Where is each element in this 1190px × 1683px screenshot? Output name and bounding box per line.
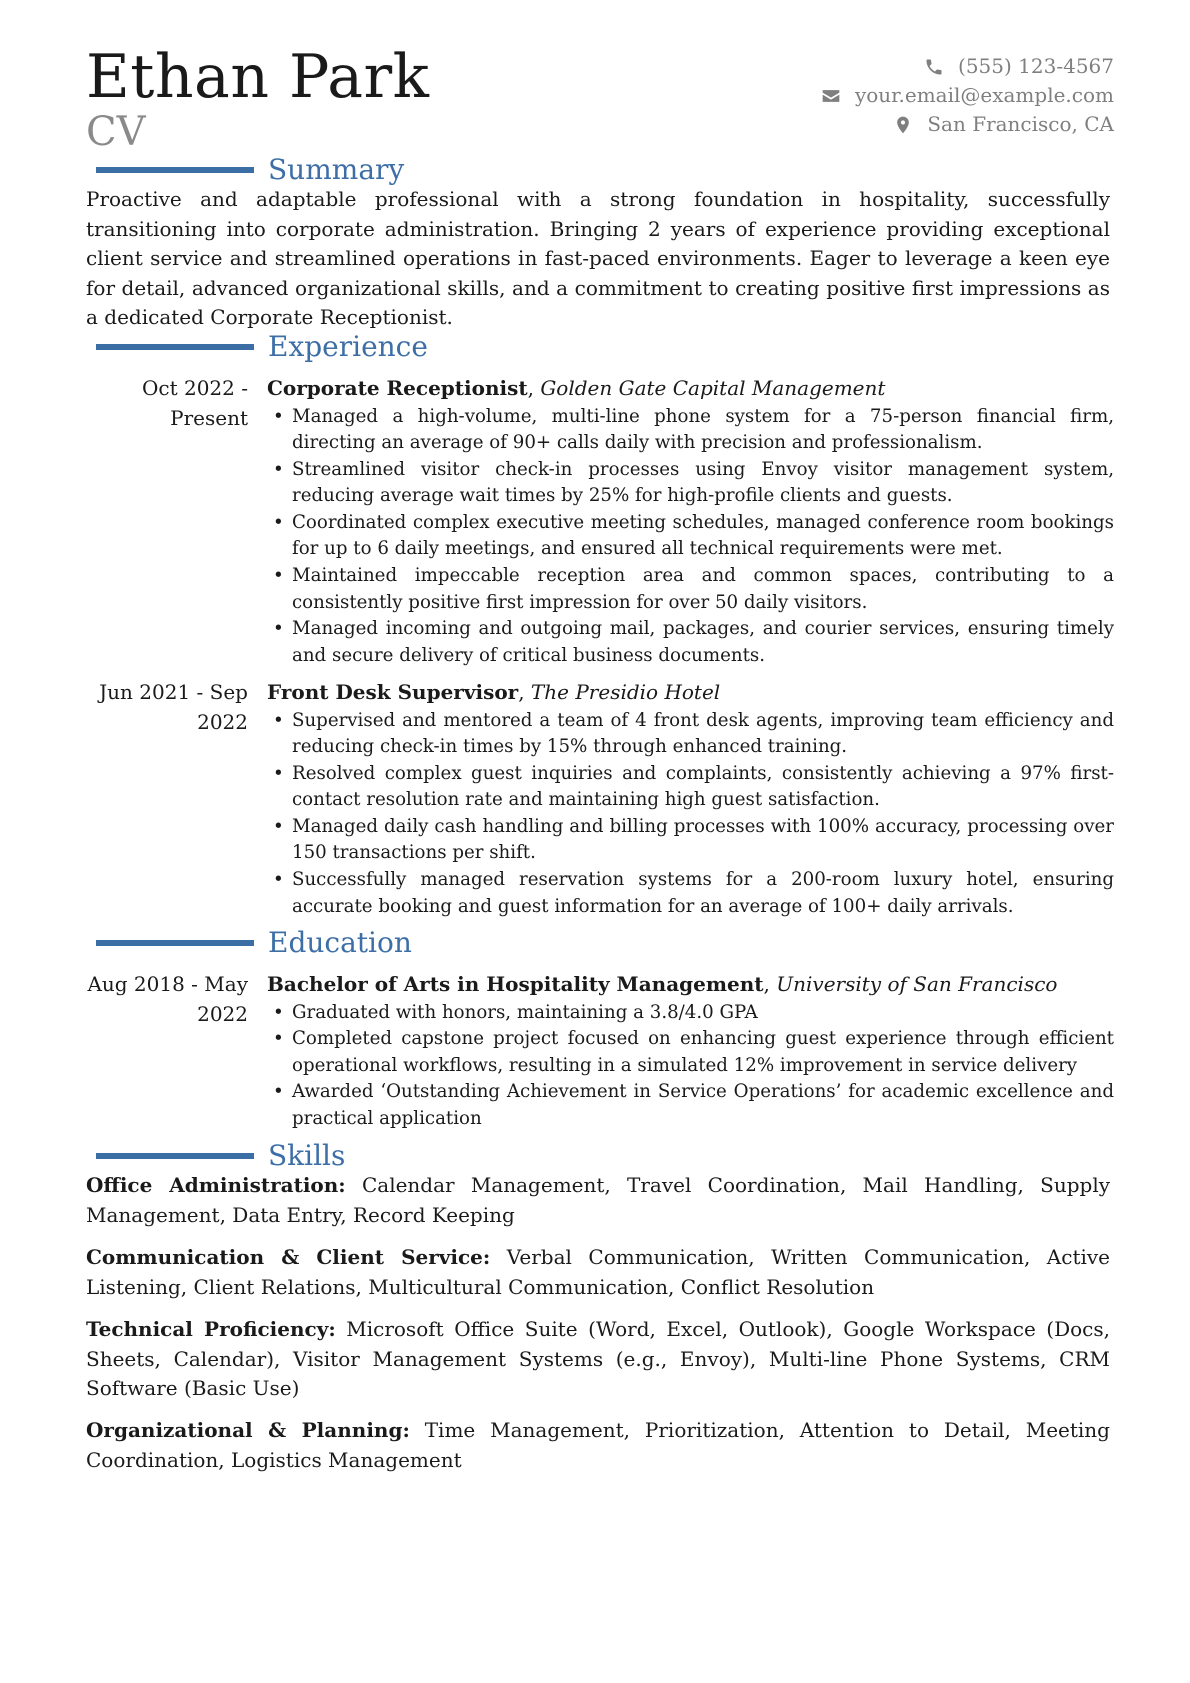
skill-label: Communication & Client Service:: [86, 1245, 491, 1269]
bullet-item: • Managed daily cash handling and billing processes with 100% accuracy, processing over 150 transactions per shift.: [267, 814, 1114, 867]
email-address[interactable]: your.email@example.com: [854, 83, 1114, 107]
entry-organization: Golden Gate Capital Management: [540, 376, 886, 400]
bullet-item: • Awarded ‘Outstanding Achievement in Service Operations’ for academic excellence and practical application: [267, 1079, 1114, 1132]
summary-text: Proactive and adaptable professional with a strong foundation in hospitality, successfully transitioning into corporate administration. Bringing 2 years of experience providing exceptional client service and streamlined operations in fast-paced environments. Eager to leverage a keen eye for detail, advanced organizational skills, and a commitment to creating positive first impressions as a dedicated Corporate Receptionist.: [86, 187, 1110, 329]
document-subtitle: CV: [86, 109, 146, 155]
skills-title: Skills: [268, 1139, 346, 1172]
bullet-item: • Resolved complex guest inquiries and complaints, consistently achieving a 97% first-contact resolution rate and maintaining high guest satisfaction.: [267, 761, 1114, 814]
skill-text: Calendar Management, Travel Coordination, Mail Handling, Supply Management, Data Entry, Record Keeping: [86, 1173, 1111, 1227]
experience-title: Experience: [268, 330, 428, 363]
skill-label: Office Administration:: [86, 1173, 346, 1197]
skill-row: [86, 1416, 1110, 1475]
header-name-block: [86, 42, 430, 154]
skill-text: Verbal Communication, Written Communication, Active Listening, Client Relations, Multicultural Communication, Conflict Resolution: [86, 1245, 1111, 1299]
skill-row: [86, 1243, 1110, 1302]
bullet-item: • Completed capstone project focused on enhancing guest experience through efficient operational workflows, resulting in a simulated 12% improvement in service delivery: [267, 1026, 1114, 1079]
entry-title: Front Desk Supervisor, The Presidio Hotel: [267, 680, 721, 704]
skill-label: Technical Proficiency:: [86, 1317, 336, 1341]
entry-organization: The Presidio Hotel: [530, 680, 721, 704]
bullet-item: • Maintained impeccable reception area and common spaces, contributing to a consistently positive first impression for over 50 daily visitors.: [267, 563, 1114, 616]
bullet-item: • Successfully managed reservation systems for a 200-room luxury hotel, ensuring accurate booking and guest information for an average of 100+ daily arrivals.: [267, 867, 1114, 920]
contact-block: [821, 52, 1114, 139]
person-name: Ethan Park: [86, 42, 430, 112]
entry-role: Corporate Receptionist: [267, 376, 528, 400]
education-heading: [96, 927, 412, 959]
skill-text: Microsoft Office Suite (Word, Excel, Outlook), Google Workspace (Docs, Sheets, Calendar), Visitor Management Systems (e.g., Envoy), Multi-line Phone Systems, CRM Software (Basic Use): [86, 1317, 1111, 1400]
bullet-item: • Coordinated complex executive meeting schedules, managed conference room bookings for up to 6 daily meetings, and ensured all technical requirements were met.: [267, 510, 1114, 563]
bullet-item: • Managed incoming and outgoing mail, packages, and courier services, ensuring timely and secure delivery of critical business documents.: [267, 616, 1114, 669]
entry-bullets: [267, 708, 1114, 921]
entry-degree: Bachelor of Arts in Hospitality Management: [267, 972, 764, 996]
section-rule: [96, 1153, 254, 1159]
skill-row: [86, 1315, 1110, 1404]
section-rule: [96, 167, 254, 173]
entry-bullets: [267, 404, 1114, 670]
skills-heading: [96, 1140, 345, 1172]
entry-body: [267, 374, 1114, 669]
section-rule: [96, 940, 254, 946]
skill-label: Organizational & Planning:: [86, 1418, 410, 1442]
contact-location: [821, 110, 1114, 139]
bullet-item: • Streamlined visitor check-in processes using Envoy visitor management system, reducing average wait times by 25% for high-profile clients and guests.: [267, 457, 1114, 510]
bullet-item: • Supervised and mentored a team of 4 front desk agents, improving team efficiency and reducing check-in times by 15% through enhanced training.: [267, 708, 1114, 761]
entry-body: [267, 970, 1114, 1132]
section-rule: [96, 344, 254, 350]
entry-title: Bachelor of Arts in Hospitality Management, University of San Francisco: [267, 972, 1058, 996]
phone-icon: [924, 57, 944, 77]
experience-heading: [96, 331, 428, 363]
skill-row: [86, 1171, 1110, 1230]
entry-body: [267, 678, 1114, 920]
summary-heading: [96, 154, 404, 186]
entry-institution: University of San Francisco: [776, 972, 1058, 996]
envelope-icon: [821, 86, 841, 106]
entry-bullets: [267, 1000, 1114, 1133]
bullet-item: • Managed a high-volume, multi-line phone system for a 75-person financial firm, directing an average of 90+ calls daily with precision and professionalism.: [267, 404, 1114, 457]
summary-title: Summary: [268, 153, 405, 186]
contact-phone: [821, 52, 1114, 81]
skill-text: Time Management, Prioritization, Attention to Detail, Meeting Coordination, Logistics Management: [86, 1418, 1110, 1472]
phone-number: (555) 123-4567: [958, 54, 1114, 78]
contact-email: [821, 81, 1114, 110]
map-pin-icon: [893, 115, 913, 135]
entry-date: Aug 2018 - May 2022: [87, 972, 248, 1026]
entry-role: Front Desk Supervisor: [267, 680, 519, 704]
location-text: San Francisco, CA: [927, 112, 1114, 136]
education-title: Education: [268, 926, 412, 959]
entry-date: Jun 2021 - Sep 2022: [99, 680, 248, 734]
bullet-item: • Graduated with honors, maintaining a 3.8/4.0 GPA: [267, 1000, 1114, 1027]
entry-title: Corporate Receptionist, Golden Gate Capital Management: [267, 376, 886, 400]
entry-date: Oct 2022 - Present: [141, 376, 248, 430]
